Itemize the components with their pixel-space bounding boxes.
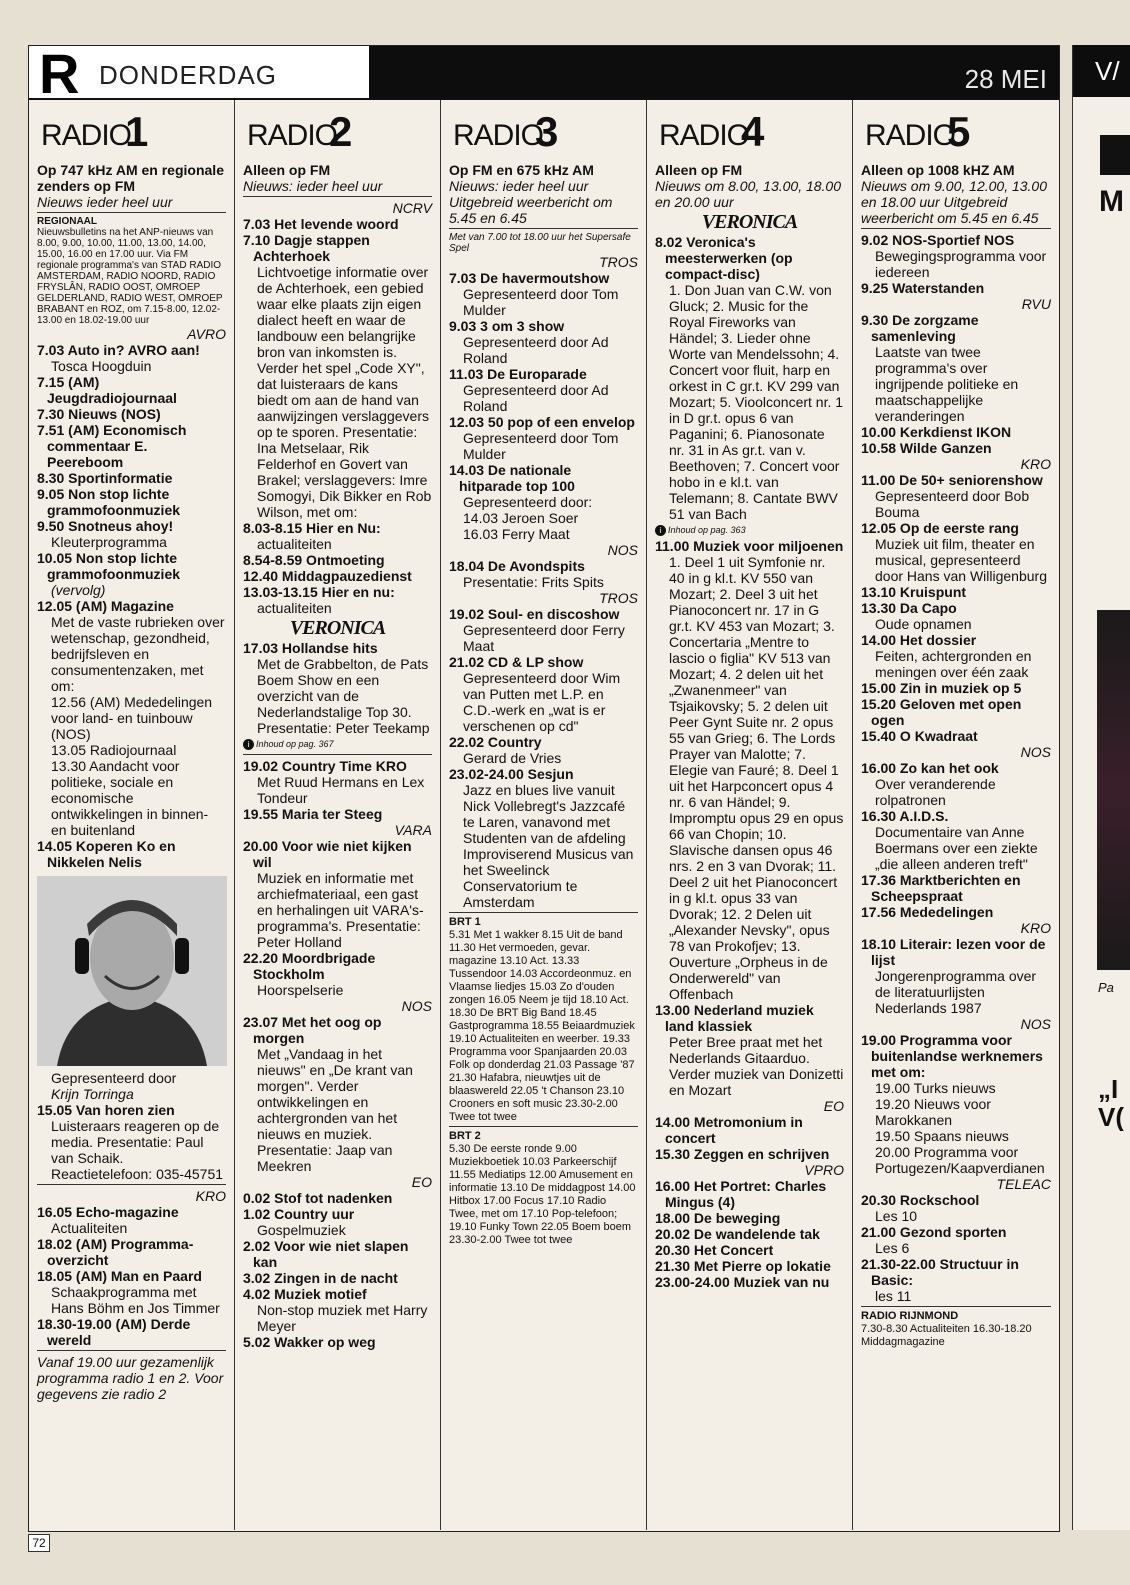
program-item: 13.03-13.15 Hier en nu: [243, 584, 395, 600]
program-item: 7.03 De havermoutshow [449, 270, 610, 286]
program-item: 9.50 Snotneus ahoy! [37, 518, 174, 534]
program-item: 7.30 Nieuws (NOS) [37, 406, 161, 422]
program-item: 13.30 Da Capo [861, 600, 957, 616]
program-item: 18.02 (AM) Programma-overzicht [37, 1236, 194, 1268]
program-item: 20.30 Rockschool [861, 1192, 980, 1208]
program-item: 16.00 Zo kan het ook [861, 760, 999, 776]
program-item: 7.03 Auto in? AVRO aan! [37, 342, 200, 358]
date-label: 28 MEI [964, 64, 1047, 94]
program-item: 15.30 Zeggen en schrijven [655, 1146, 830, 1162]
column-radio-4: RADIO 4 Alleen op FM Nieuws om 8.00, 13.00, 18.00 en 20.00 uur VERONICA 8.02 Veronica's meesterwerken (op compact-disc) 1. Don Juan van C.W. von Gluck; 2. Music for the Royal Fireworks van Händel; 3. Lieder ohne Worte van Mendelssohn; 4. Concert voor fluit, harp en orkest in C gr.t. KV 299 van Mozart; 5. Vioolconcert nr. 1 in D gr.t. opus 6 van Paganini; 6. Pianosonate nr. 31 in As gr.t. van v. Beethoven; 7. Concert voor hobo in e kl.t. van Telemann; 8. Cantate BWV 51 van Bach i Inhoud op pag. 363 11.00 Muziek voor miljoenen 1. Deel 1 uit Symfonie nr. 40 in g kl.t. KV 550 van Mozart; 2. Deel 3 uit het Pianoconcert nr. 17 in G gr.t. KV 453 van Mozart; 3. Concertaria „Mentre to lascio o figlia" KV 513 van Mozart; 4. 2 delen uit het „Zwanenmeer" van Tsjaikovsky; 5. 2 delen uit Peer Gynt Suite nr. 2 opus 55 van Grieg; 6. The Lords Prayer van Malotte; 7. Elegie van Fauré; 8. Deel 1 uit het Harpconcert opus 4 nr. 6 van Händel; 9. Impromptu opus 29 en opus 66 van Chopin; 10. Slavische dansen opus 46 nrs. 2 en 3 van Dvorak; 11. Deel 2 uit het Pianoconcert in g kl.t. opus 33 van Dvorak; 12. 2 Delen uit „Alexander Nevsky", opus 78 van Prokofjev; 13. Ouverture „Orpheus in de Onderwereld" van Offenbach 13.00 Nederland muziek land klassiek Peter Bree praat met het Nederlands Gitaarduo. Verder muziek van Donizetti en Mozart EO 14.00 Metromonium in concert 15.30 Zeggen en schrijven VPRO 16.00 Het Portret: Charles Mingus (4) 18.00 De beweging 20.02 De wandelende tak 20.30 Het Concert 21.30 Met Pierre op lokatie 23.00-24.00 Muziek van nu [647, 100, 853, 1530]
program-item: 11.03 De Europarade [449, 366, 587, 382]
program-item: 14.05 Koperen Ko en Nikkelen Nelis [37, 838, 176, 870]
program-item: 18.00 De beweging [655, 1210, 781, 1226]
column-radio-2: RADIO 2 Alleen op FM Nieuws: ieder heel uur NCRV 7.03 Het levende woord 7.10 Dagje stappen Achterhoek Lichtvoetige informatie over de Achterhoek, een gebied waar elke plaats zijn eigen dialect heeft en waar de landbouw een belangrijke bron van inkomsten is. Verder het spel „Code XY", dat luisteraars de kans biedt om aan de hand van aanwijzingen verslaggevers op te sporen. Presentatie: Ina Metselaar, Rik Felderhof en Govert van Brakel; verslaggevers: Imre Somogyi, Dik Bikker en Rob Wilson, met om: 8.03-8.15 Hier en Nu: actualiteiten 8.54-8.59 Ontmoeting 12.40 Middagpauzedienst 13.03-13.15 Hier en nu: actualiteiten VERONICA 17.03 Hollandse hits Met de Grabbelton, de Pats Boem Show en een overzicht van de Nederlandstalige Top 30. Presentatie: Peter Teekamp i Inhoud op pag. 367 19.02 Country Time KRO Met Ruud Hermans en Lex Tondeur 19.55 Maria ter Steeg VARA 20.00 Voor wie niet kijken wil Muziek en informatie met archiefmateriaal, een gast en herhalingen uit VARA's-programma's. Presentatie: Peter Holland 22.20 Moordbrigade Stockholm Hoorspelserie NOS 23.07 Met het oog op morgen Met „Vandaag in het nieuws" en „De krant van morgen". Verder ontwikkelingen en achtergronden van het nieuws en muziek. Presentatie: Jaap van Meekren EO 0.02 Stof tot nadenken 1.02 Country uur Gospelmuziek 2.02 Voor wie niet slapen kan 3.02 Zingen in de nacht 4.02 Muziek motief Non-stop muziek met Harry Meyer 5.02 Wakker op weg [235, 100, 441, 1530]
program-item: 19.55 Maria ter Steeg [243, 806, 383, 822]
brt2-schedule: 5.30 De eerste ronde 9.00 Muziekboetiek 10.03 Parkeerschijf 11.55 Mediatips 12.00 Amusement en informatie 13.10 De middagpost 14.00 Hitbox 17.00 Focus 17.10 Radio Twee, met om 17.10 Pop-telefoon; 19.10 Funky Town 22.05 Boem boem 23.30-2.00 Twee tot twee [449, 1143, 636, 1246]
tv-guide-page [28, 45, 1060, 1532]
program-item: 7.10 Dagje stappen Achterhoek [243, 232, 370, 264]
program-item: 15.00 Zin in muziek op 5 [861, 680, 1022, 696]
veronica-logo: VERONICA [701, 211, 798, 233]
program-item: 23.07 Met het oog op morgen [243, 1014, 382, 1046]
program-item: 20.30 Het Concert [655, 1242, 774, 1258]
program-item: 18.30-19.00 (AM) Derde wereld [37, 1316, 191, 1348]
program-item: 19.00 Programma voor buitenlandse werknemers met om: [861, 1032, 1043, 1080]
program-item: 2.02 Voor wie niet slapen kan [243, 1238, 409, 1270]
program-item: 10.05 Non stop lichte grammofoonmuziek [37, 550, 181, 582]
program-item: 13.00 Nederland muziek land klassiek [655, 1002, 814, 1034]
program-item: 3.02 Zingen in de nacht [243, 1270, 398, 1286]
next-page-edge: V/ M Pa „I V( [1072, 45, 1130, 1530]
program-item: 18.04 De Avondspits [449, 558, 585, 574]
program-item: 7.03 Het levende woord [243, 216, 399, 232]
program-item: 11.00 De 50+ seniorenshow [861, 472, 1043, 488]
program-item: 17.36 Marktberichten en Scheepspraat [861, 872, 1021, 904]
info-icon: i [243, 739, 254, 750]
page-number: 72 [28, 1534, 50, 1552]
program-item: 17.03 Hollandse hits [243, 640, 378, 656]
program-item: 21.30-22.00 Structuur in Basic: [861, 1256, 1019, 1288]
program-item: 13.10 Kruispunt [861, 584, 967, 600]
day-label: DONDERDAG [99, 60, 278, 90]
program-item: 16.00 Het Portret: Charles Mingus (4) [655, 1178, 827, 1210]
program-item: 19.02 Soul- en discoshow [449, 606, 620, 622]
program-item: 8.02 Veronica's meesterwerken (op compact-disc) [655, 234, 793, 282]
column-radio-1: RADIO 1 Op 747 kHz AM en regionale zenders op FM Nieuws ieder heel uur REGIONAAL Nieuwsbulletins na het ANP-nieuws van 8.00, 9.00, 10.00, 11.00, 13.00, 14.00, 15.00, 16.00 en 17.00 uur. Via FM regionale programma's van STAD RADIO AMSTERDAM, RADIO NOORD, RADIO FRYSLÂN, RADIO OOST, OMROEP GELDERLAND, RADIO WEST, OMROEP BRABANT en ROZ, om 7.15-8.00, 12.02-13.00 en 18.02-19.00 uur AVRO 7.03 Auto in? AVRO aan! Tosca Hoogduin 7.15 (AM) Jeugdradiojournaal 7.30 Nieuws (NOS) 7.51 (AM) Economisch commentaar E. Peereboom 8.30 Sportinformatie 9.05 Non stop lichte grammofoonmuziek 9.50 Snotneus ahoy! Kleuterprogramma 10.05 Non stop lichte grammofoonmuziek (vervolg) 12.05 (AM) Magazine Met de vaste rubrieken over wetenschap, gezondheid, bedrijfsleven en consumentenzaken, met om: 12.56 (AM) Mededelingen voor land- en tuinbouw (NOS) 13.05 Radiojournaal 13.30 Aandacht voor politieke, sociale en economische ontwikkelingen in binnen- en buitenland 14.05 Koperen Ko en Nikkelen Nelis Gepresenteerd door Krijn Torringa 15.05 Van horen zien Luisteraars reageren op de media. Presentatie: Paul van Schaik. Reactietelefoon: 035-45751 KRO 16.05 Echo-magazine Actualiteiten 18.02 (AM) Programma-overzicht 18.05 (AM) Man en Paard Schaakprogramma met Hans Böhm en Jos Timmer 18.30-19.00 (AM) Derde wereld Vanaf 19.00 uur gezamenlijk programma radio 1 en 2. Voor gegevens zie radio 2 [29, 100, 235, 1530]
program-item: 1.02 Country uur [243, 1206, 355, 1222]
program-item: 11.00 Muziek voor miljoenen [655, 538, 844, 554]
page-reference: i Inhoud op pag. 363 [655, 522, 844, 538]
program-item: 14.03 De nationale hitparade top 100 [449, 462, 575, 494]
program-item: 0.02 Stof tot nadenken [243, 1190, 393, 1206]
program-item: 7.51 (AM) Economisch commentaar E. Peereboom [37, 422, 187, 470]
program-item: 17.56 Mededelingen [861, 904, 994, 920]
program-item: 9.25 Waterstanden [861, 280, 985, 296]
column-radio-5: RADIO 5 Alleen op 1008 kHZ AM Nieuws om 9.00, 12.00, 13.00 en 18.00 uur Uitgebreid weerbericht om 5.45 en 6.45 9.02 NOS-Sportief NOS Bewegingsprogramma voor iedereen 9.25 Waterstanden RVU 9.30 De zorgzame samenleving Laatste van twee programma's over ingrijpende politieke en maatschappelijke veranderingen 10.00 Kerkdienst IKON 10.58 Wilde Ganzen KRO 11.00 De 50+ seniorenshow Gepresenteerd door Bob Bouma 12.05 Op de eerste rang Muziek uit film, theater en musical, gepresenteerd door Hans van Willigenburg 13.10 Kruispunt 13.30 Da Capo Oude opnamen 14.00 Het dossier Feiten, achtergronden en meningen over één zaak 15.00 Zin in muziek op 5 15.20 Geloven met open ogen 15.40 O Kwadraat NOS 16.00 Zo kan het ook Over veranderende rolpatronen 16.30 A.I.D.S. Documentaire van Anne Boermans over een ziekte „die alleen anderen treft" 17.36 Marktberichten en Scheepspraat 17.56 Mededelingen KRO 18.10 Literair: lezen voor de lijst Jongerenprogramma over de literatuurlijsten Nederlands 1987 NOS 19.00 Programma voor buitenlandse werknemers met om: 19.00 Turks nieuws 19.20 Nieuws voor Marokkanen 19.50 Spaans nieuws 20.00 Programma voor Portugezen/Kaapverdianen TELEAC 20.30 Rockschool Les 10 21.00 Gezond sporten Les 6 21.30-22.00 Structuur in Basic: les 11 RADIO RIJNMOND 7.30-8.30 Actualiteiten 16.30-18.20 Middagmagazine [861, 108, 1051, 1348]
brt1-schedule: 5.31 Met 1 wakker 8.15 Uit de band 11.30 Het vermoeden, gevar. magazine 13.10 Act. 13.33 Tussendoor 14.03 Accordeonmuz. en Vlaamse liedjes 15.03 Zo d'ouden zongen 16.05 Neem je tijd 18.10 Act. 18.30 De BRT Big Band 18.45 Gastprogramma 18.55 Beiaardmuziek 19.10 Actualiteiten en weerber. 19.33 Programma voor Spanjaarden 20.03 Folk op donderdag 21.03 Passage '87 21.30 Hafabra, nieuwtjes uit de blaaswereld 22.05 't Chanson 23.10 Crooners en soft music 23.30-2.00 Twee tot twee [449, 929, 635, 1123]
program-item: 23.02-24.00 Sesjun [449, 766, 574, 782]
program-item: 8.03-8.15 Hier en Nu: [243, 520, 381, 536]
program-item: 12.40 Middagpauzedienst [243, 568, 412, 584]
column-radio-3: RADIO 3 Op FM en 675 kHz AM Nieuws: ieder heel uur Uitgebreid weerbericht om 5.45 en 6.45 Met van 7.00 tot 18.00 uur het Supersafe Spel TROS 7.03 De havermoutshow Gepresenteerd door Tom Mulder 9.03 3 om 3 show Gepresenteerd door Ad Roland 11.03 De Europarade Gepresenteerd door Ad Roland 12.03 50 pop of een envelop Gepresenteerd door Tom Mulder 14.03 De nationale hitparade top 100 Gepresenteerd door: 14.03 Jeroen Soer 16.03 Ferry Maat NOS 18.04 De Avondspits Presentatie: Frits Spits TROS 19.02 Soul- en discoshow Gepresenteerd door Ferry Maat 21.02 CD & LP show Gepresenteerd door Wim van Putten met L.P. en C.D.-werk en „wat is er verschenen op cd" 22.02 Country Gerard de Vries 23.02-24.00 Sesjun Jazz en blues live vanuit Nick Vollebregt's Jazzcafé te Laren, vanavond met Studenten van de afdeling Improviserend Musicus van het Sweelinck Conservatorium te Amsterdam BRT 1 5.31 Met 1 wakker 8.15 Uit de band 11.30 Het vermoeden, gevar. magazine 13.10 Act. 13.33 Tussendoor 14.03 Accordeonmuz. en Vlaamse liedjes 15.03 Zo d'ouden zongen 16.05 Neem je tijd 18.10 Act. 18.30 De BRT Big Band 18.45 Gastprogramma 18.55 Beiaardmuziek 19.10 Actualiteiten en weerber. 19.33 Programma voor Spanjaarden 20.03 Folk op donderdag 21.03 Passage '87 21.30 Hafabra, nieuwtjes uit de blaaswereld 22.05 't Chanson 23.10 Crooners en soft music 23.30-2.00 Twee tot twee BRT 2 5.30 De eerste ronde 9.00 Muziekboetiek 10.03 Parkeerschijf 11.55 Mediatips 12.00 Amusement en informatie 13.10 De middagpost 14.00 Hitbox 17.00 Focus 17.10 Radio Twee, met om 17.10 Pop-telefoon; 19.10 Funky Town 22.05 Boem boem 23.30-2.00 Twee tot twee [441, 100, 647, 1530]
info-icon: i [655, 525, 666, 536]
edge-photo [1097, 610, 1130, 970]
veronica-logo: VERONICA [289, 617, 386, 639]
program-item: 21.00 Gezond sporten [861, 1224, 1007, 1240]
program-item: 9.05 Non stop lichte grammofoonmuziek [37, 486, 181, 518]
program-item: 10.58 Wilde Ganzen [861, 440, 992, 456]
program-item: 18.05 (AM) Man en Paard [37, 1268, 202, 1284]
program-item: 23.00-24.00 Muziek van nu [655, 1274, 830, 1290]
program-item: 18.10 Literair: lezen voor de lijst [861, 936, 1046, 968]
program-item: 21.02 CD & LP show [449, 654, 584, 670]
program-item: 22.02 Country [449, 734, 542, 750]
program-item: 8.30 Sportinformatie [37, 470, 173, 486]
program-item: 15.05 Van horen zien [37, 1102, 175, 1118]
program-item: 14.00 Metromonium in concert [655, 1114, 803, 1146]
header-black-bar [369, 46, 1059, 98]
program-item: 14.00 Het dossier [861, 632, 977, 648]
program-item: 21.30 Met Pierre op lokatie [655, 1258, 831, 1274]
program-item: 22.20 Moordbrigade Stockholm [243, 950, 376, 982]
program-item: 12.05 (AM) Magazine [37, 598, 174, 614]
program-item: 20.02 De wandelende tak [655, 1226, 820, 1242]
program-item: 4.02 Muziek motief [243, 1286, 367, 1302]
presenter-photo [37, 876, 227, 1066]
program-item: 9.02 NOS-Sportief NOS [861, 232, 1015, 248]
column-header: RADIO 1 [41, 108, 149, 155]
broadcaster: AVRO [187, 326, 226, 342]
program-item: 15.40 O Kwadraat [861, 728, 978, 744]
program-item: 8.54-8.59 Ontmoeting [243, 552, 385, 568]
program-item: 7.15 (AM) Jeugdradiojournaal [37, 374, 177, 406]
program-item: 15.20 Geloven met open ogen [861, 696, 1022, 728]
program-item: 16.05 Echo-magazine [37, 1204, 179, 1220]
program-item: 12.03 50 pop of een envelop [449, 414, 635, 430]
program-item: 19.02 Country Time KRO [243, 758, 407, 774]
program-item: 9.03 3 om 3 show [449, 318, 565, 334]
program-item: 16.30 A.I.D.S. [861, 808, 949, 824]
program-item: 9.30 De zorgzame samenleving [861, 312, 979, 344]
program-item: 20.00 Voor wie niet kijken wil [243, 838, 412, 870]
program-item: 10.00 Kerkdienst IKON [861, 424, 1012, 440]
page-reference: i Inhoud op pag. 367 [243, 736, 432, 752]
program-item: 12.05 Op de eerste rang [861, 520, 1019, 536]
radio-logo: R [39, 45, 80, 105]
page-header [29, 45, 1059, 105]
program-item: 5.02 Wakker op weg [243, 1334, 376, 1350]
